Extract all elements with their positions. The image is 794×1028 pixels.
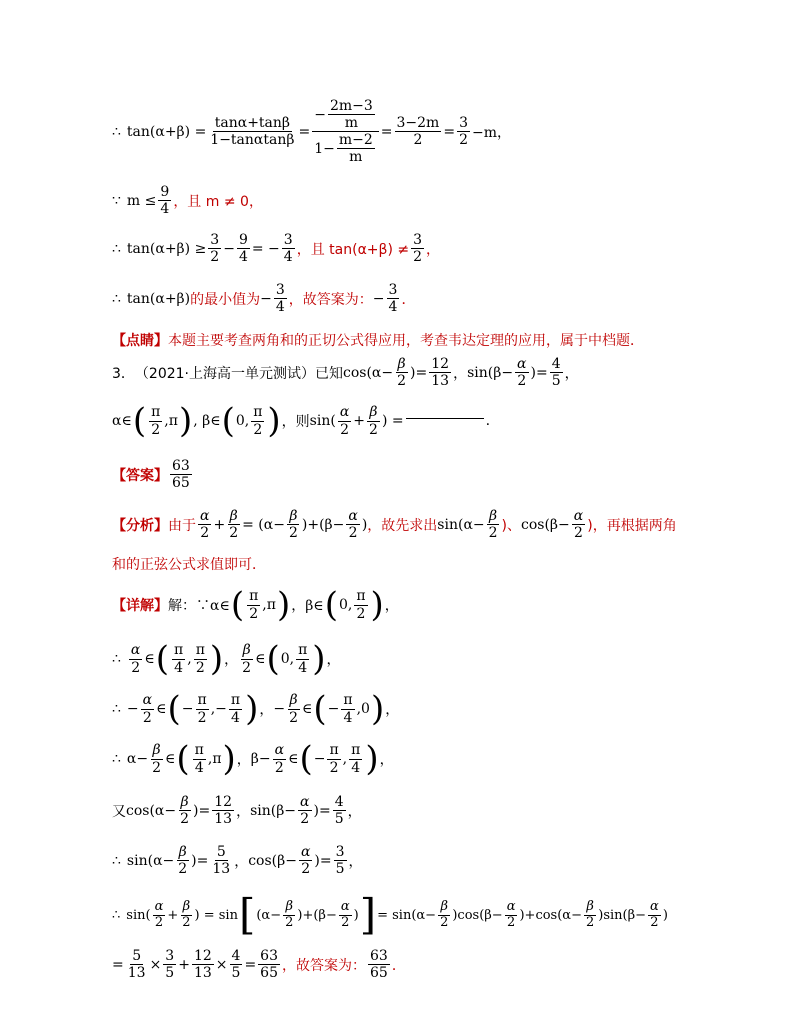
step-negative-ranges: ∴ − $\frac{\alpha}{2}$ ∈ ( − $\frac{\pi}{2}$ , − $\frac{\pi}{4}$ ) ， − $\frac{\beta}{2}$ ∈ ( − $\frac{\pi}{4}$ , 0 ) ，: [112, 689, 400, 729]
step-given-values: 又 cos(α− $\frac{\beta}{2}$ )= $\frac{12}{13}$ ， sin(β− $\frac{\alpha}{2}$ )= $\frac{4}{5}$ ，: [112, 794, 362, 828]
step-half-ranges: ∴ $\frac{\alpha}{2}$ ∈ ( $\frac{\pi}{4}$ , $\frac{\pi}{2}$ ) ， $\frac{\beta}{2}$ ∈ ( 0, $\frac{\pi}{4}$ ) ，: [112, 639, 341, 679]
note-dianjing: 【点睛】 本题主要考查两角和的正切公式得应用，考查韦达定理的应用，属于中档题．: [112, 333, 644, 349]
fraction: $\frac{\tan\alpha+\tan\beta}{1-\tan\alpha\tan\beta}$: [210, 115, 295, 149]
line-tan-bound: ∴ tan(α+β) ≥ $\frac{3}{2}$ − $\frac{9}{4}$ = − $\frac{3}{4}$ ，且 tan(α+β) ≠ $\frac{3}{2}$ ，: [112, 232, 441, 266]
answer-blank: [406, 418, 484, 419]
detail-line: 【详解】 解：∵α∈ ( $\frac{\pi}{2}$ , π ) ，β∈ ( 0, $\frac{\pi}{2}$ ) ，: [112, 585, 399, 625]
line-min-value: ∴ tan(α+β) 的最小值为 − $\frac{3}{4}$ ，故答案为： − $\frac{3}{4}$ ．: [112, 282, 416, 316]
step-expansion: ∴ sin( $\frac{\alpha}{2}$ + $\frac{\beta}{2}$ ) = sin [ (α− $\frac{\beta}{2}$ )+(β− $\frac{\alpha}{2}$ ) ] = sin(α− $\frac{\beta}{2}$ )cos(β− $\frac{\alpha}{2}$ )+cos(α− $\frac{\beta}{2}$ )sin(β− $\frac{\alpha}{2}$ ): [112, 890, 668, 939]
step-result: = $\frac{5}{13}$ × $\frac{3}{5}$ + $\frac{12}{13}$ × $\frac{4}{5}$ = $\frac{63}{65}$ ，故答案为： $\frac{63}{65}$ ．: [112, 948, 406, 982]
analysis-line-2: 和的正弦公式求值即可．: [112, 557, 266, 573]
because-symbol: ∵: [112, 192, 121, 209]
line-tan-sum: ∴ tan(α+β) = $\frac{\tan\alpha+\tan\beta}{1-\tan\alpha\tan\beta}$ = − $\frac{2m-3}{m}$ 1− $\frac{m-2}{m}$ = $\frac{3-2m}{2}$ = $\frac{3}{2}$ −m，: [112, 98, 511, 166]
compound-fraction: − $\frac{2m-3}{m}$ 1− $\frac{m-2}{m}$: [312, 98, 379, 165]
question-3: 3． （2021·上海高一单元测试）已知 cos(α− $\frac{\beta}{2}$ )= $\frac{12}{13}$ ， sin(β− $\frac{\alpha}{2}$ )= $\frac{4}{5}$ ，: [112, 356, 579, 390]
tan-sum-lhs: tan(α+β) =: [126, 123, 207, 140]
answer-line: 【答案】 $\frac{63}{65}$: [112, 458, 190, 492]
question-3-conditions: α∈ ( $\frac{\pi}{2}$ , π ) , β∈ ( 0, $\frac{\pi}{2}$ ) ，则 sin( $\frac{\alpha}{2}$ + $\frac{\beta}{2}$ ) = .: [112, 401, 491, 441]
step-diff-ranges: ∴ α− $\frac{\beta}{2}$ ∈ ( $\frac{\pi}{4}$ , π ) ， β− $\frac{\alpha}{2}$ ∈ ( − $\frac{\pi}{2}$ , $\frac{\pi}{4}$ ) ，: [112, 739, 394, 779]
step-derived-values: ∴ sin(α− $\frac{\beta}{2}$ )= $\frac{5}{13}$ ， cos(β− $\frac{\alpha}{2}$ )= $\frac{3}{5}$ ，: [112, 844, 363, 878]
line-m-condition: ∵ m ≤ $\frac{9}{4}$ ，且 m ≠ 0，: [112, 184, 263, 218]
therefore-symbol: ∴: [112, 123, 121, 140]
analysis-line: 【分析】 由于 $\frac{\alpha}{2}$ + $\frac{\beta}{2}$ = (α− $\frac{\beta}{2}$ )+(β− $\frac{\alpha}{2}$ ) ，故先求出 sin(α− $\frac{\beta}{2}$ )、 cos(β− $\frac{\alpha}{2}$ )，再根据两角: [112, 508, 677, 542]
